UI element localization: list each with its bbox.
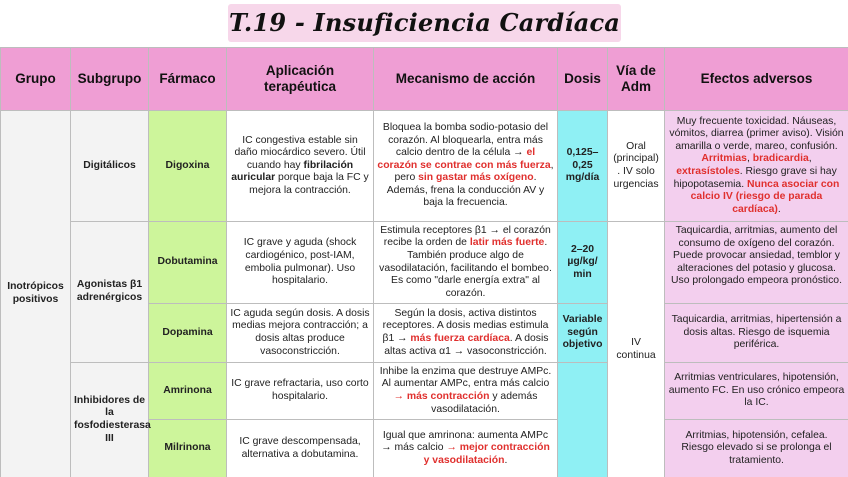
header-dosis: Dosis [558,48,608,111]
dose-dobutamina: 2–20 µg/kg/ min [558,222,608,304]
drug-dobutamina: Dobutamina [149,222,227,304]
app-amrinona: IC grave refractaria, uso corto hospitalario. [227,363,374,420]
mech-milrinona: Igual que amrinona: aumenta AMPc → más calcio → mejor contracción y vasodilatación. [374,420,558,477]
subgroup-inhibidores: Inhibidores de la fosfodiesterasa III [71,363,149,477]
page-title: T.19 - Insuficiencia Cardíaca [228,4,621,42]
effects-dobutamina: Taquicardia, arritmias, aumento del consumo de oxígeno del corazón. Puede provocar ansiedad, temblor y alteraciones del potasio y glucosa. Uso prolongado empeora pronóstico. [665,222,848,304]
header-subgrupo: Subgrupo [71,48,149,111]
drug-milrinona: Milrinona [149,420,227,477]
drug-digoxina: Digoxina [149,111,227,222]
table-row-dobutamina [1,222,848,304]
effects-milrinona: Arritmias, hipotensión, cefalea. Riesgo elevado si se prolonga el tratamiento. [665,420,848,477]
route-digoxina: Oral (principal) . IV solo urgencias [608,111,665,222]
mech-amrinona: Inhibe la enzima que destruye AMPc. Al aumentar AMPc, entra más calcio → más contracción y además vasodilatación. [374,363,558,420]
header-row [1,48,848,111]
header-aplicacion: Aplicación terapéutica [227,48,374,111]
dose-digoxina: 0,125–0,25 mg/día [558,111,608,222]
drug-dopamina: Dopamina [149,304,227,363]
title-bar [0,0,848,46]
header-mecanismo: Mecanismo de acción [374,48,558,111]
app-digoxina: IC congestiva estable sin daño miocárdico severo. Útil cuando hay fibrilación auricular porque baja la FC y mejora la contracción. [227,111,374,222]
mech-digoxina: Bloquea la bomba sodio-potasio del corazón. Al bloquearla, entra más calcio dentro de la célula → el corazón se contrae con más fuerza, pero sin gastar más oxígeno. Además, frena la conducción AV y baja la frecuencia. [374,111,558,222]
subgroup-digitalicos: Digitálicos [71,111,149,222]
effects-amrinona: Arritmias ventriculares, hipotensión, aumento FC. En uso crónico empeora la IC. [665,363,848,420]
dose-inhibidores [558,363,608,477]
effects-dopamina: Taquicardia, arritmias, hipertensión a dosis altas. Riesgo de isquemia periférica. [665,304,848,363]
header-grupo: Grupo [1,48,71,111]
header-efectos: Efectos adversos [665,48,848,111]
app-dobutamina: IC grave y aguda (shock cardiogénico, post-IAM, embolia pulmonar). Uso hospitalario. [227,222,374,304]
mech-dopamina: Según la dosis, activa distintos receptores. A dosis medias estimula β1 → más fuerza cardíaca. A dosis altas activa α1 → vasoconstricción. [374,304,558,363]
dose-dopamina: Variable según objetivo [558,304,608,363]
header-farmaco: Fármaco [149,48,227,111]
drug-table [0,47,848,477]
mech-dobutamina: Estimula receptores β1 → el corazón recibe la orden de latir más fuerte. También produce algo de vasodilatación, facilitando el bombeo. Es como "darle energía extra" al corazón. [374,222,558,304]
header-via: Vía de Adm [608,48,665,111]
effects-digoxina: Muy frecuente toxicidad. Náuseas, vómitos, diarrea (primer aviso). Visión amarilla o verde, mareo, confusión. Arritmias, bradicardia, extrasístoles. Riesgo grave si hay hipopotasemia. Nunca asociar con calcio IV (riesgo de parada cardíaca). [665,111,848,222]
route-iv: IV continua [608,222,665,477]
app-milrinona: IC grave descompensada, alternativa a dobutamina. [227,420,374,477]
table-row-amrinona [1,363,848,420]
drug-amrinona: Amrinona [149,363,227,420]
table-row-digoxina [1,111,848,222]
group-cell: Inotrópicos positivos [1,111,71,477]
subgroup-agonistas: Agonistas β1 adrenérgicos [71,222,149,363]
app-dopamina: IC aguda según dosis. A dosis medias mejora contracción; a dosis altas produce vasoconstricción. [227,304,374,363]
